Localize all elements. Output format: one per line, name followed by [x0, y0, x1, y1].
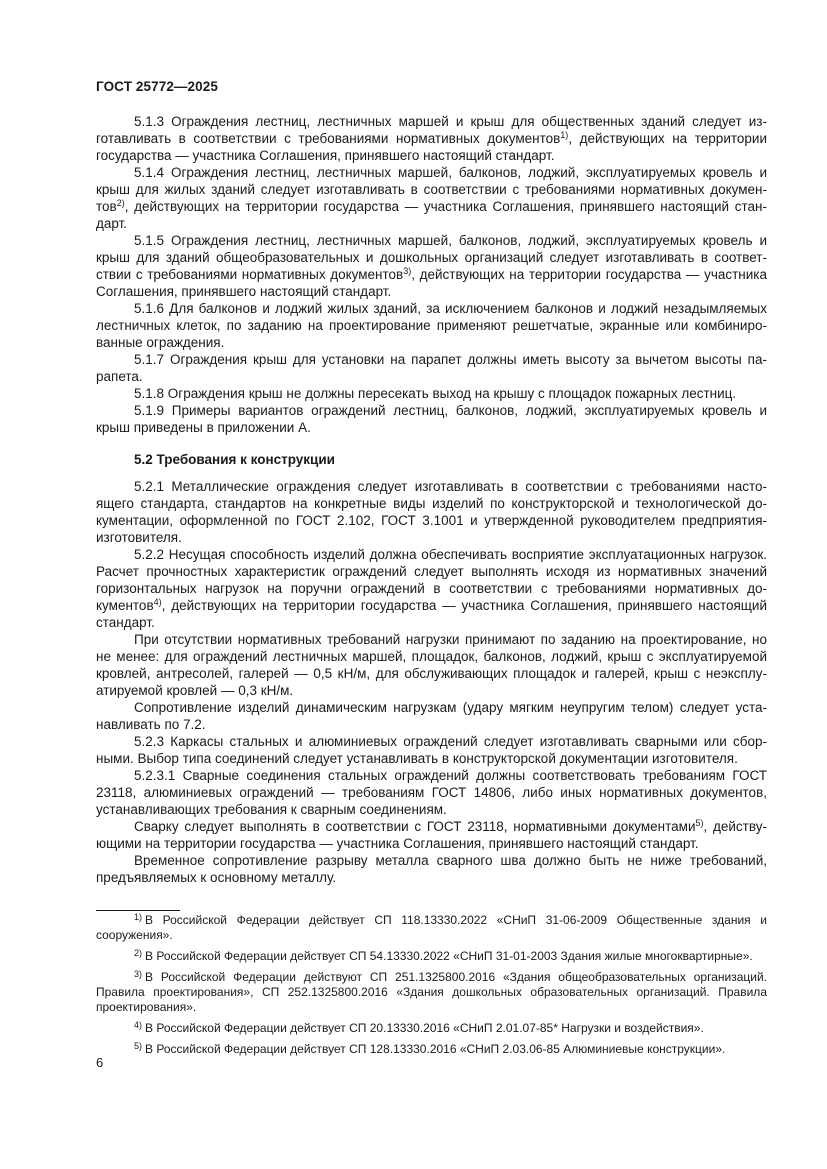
section-5-1-paragraphs	[96, 113, 767, 436]
paragraph	[96, 113, 767, 164]
footnote-reference: 4)	[153, 597, 162, 607]
document-header: ГОСТ 25772—2025	[96, 79, 218, 94]
paragraph-text: 5.2.1 Металлические ограждения следует изготавливать в соответствии с требованиями настоящего стандарта, стандартов на конкретные виды изделий по конструкторской и технологической документации, оформленной по ГОСТ 2.102, ГОСТ 3.1001 и утвержденной руководителем предприятия-изготовителя.	[96, 479, 767, 545]
footnote	[96, 1042, 767, 1057]
paragraph	[96, 351, 767, 385]
footnote-text: В Российской Федерации действует СП 128.13330.2016 «СНиП 2.03.06-85 Алюминиевые конструкции».	[145, 1042, 726, 1056]
footnote-reference: 3)	[403, 266, 412, 276]
paragraph-text: , действующими на территории государства — участника Соглашения, принявшего настоящий стандарт.	[96, 819, 767, 851]
section-heading: 5.2 Требования к конструкции	[134, 452, 335, 467]
footnote-mark: 2)	[134, 948, 143, 958]
paragraph	[96, 546, 767, 631]
footnote	[96, 1021, 767, 1036]
paragraph	[96, 699, 767, 733]
footnote-separator	[96, 910, 180, 911]
paragraph-text: 5.1.3 Ограждения лестниц, лестничных маршей и крыш для общественных зданий следует изготавливать в соответствии с требованиями нормативных документов	[96, 114, 767, 146]
paragraph	[96, 402, 767, 436]
paragraph-text: 5.1.8 Ограждения крыш не должны пересекать выход на крышу с площадок пожарных лестниц.	[134, 386, 737, 401]
footnote	[96, 913, 767, 943]
footnote	[96, 949, 767, 964]
paragraph-text: 5.2.3.1 Сварные соединения стальных ограждений должны соответствовать требованиям ГОСТ 23118, алюминиевых ограждений — требованиям ГОСТ 14806, либо иных нормативных документов, устанавливающих требования к сварным соединениям.	[96, 768, 767, 817]
paragraph-text: 5.1.4 Ограждения лестниц, лестничных маршей, балконов, лоджий, эксплуатируемых кровель и крыш для жилых зданий следует изготавливать в соответствии с требованиями нормативных документов	[96, 165, 767, 214]
paragraph-text: Сварку следует выполнять в соответствии с ГОСТ 23118, нормативными документами	[134, 819, 696, 834]
footnote-mark: 4)	[134, 1020, 143, 1030]
footnote-reference: 5)	[695, 818, 704, 828]
footnote-mark: 5)	[134, 1041, 143, 1051]
footnote-mark: 1)	[134, 912, 143, 922]
paragraph-text: , действующих на территории государства — участника Соглашения, принявшего настоящий стандарт.	[96, 267, 767, 299]
footnote	[96, 970, 767, 1015]
paragraph-text: Временное сопротивление разрыву металла сварного шва должно быть не ниже требований, предъявляемых к основному металлу.	[96, 853, 767, 885]
document-body	[96, 113, 767, 886]
paragraph-text: Сопротивление изделий динамическим нагрузкам (удару мягким неупругим телом) следует устанавливать по 7.2.	[96, 700, 767, 732]
section-5-2-paragraphs	[96, 478, 767, 886]
paragraph-text: , действующих на территории государства — участника Соглашения, принявшего настоящий стандарт.	[96, 131, 767, 163]
paragraph	[96, 631, 767, 699]
paragraph	[96, 164, 767, 232]
paragraph-text: , действующих на территории государства — участника Соглашения, принявшего настоящий стандарт.	[96, 199, 767, 231]
paragraph	[96, 733, 767, 767]
page-number: 6	[96, 1055, 104, 1070]
paragraph	[96, 767, 767, 818]
paragraph	[96, 232, 767, 300]
paragraph	[96, 385, 767, 402]
footnote-text: В Российской Федерации действуют СП 251.1325800.2016 «Здания общеобразовательных организаций. Правила проектирования», СП 252.1325800.2016 «Здания дошкольных образовательных организаций. Правила проектирования».	[96, 970, 767, 1014]
paragraph-text: 5.2.2 Несущая способность изделий должна обеспечивать восприятие эксплуатационных нагрузок. Расчет прочностных характеристик ограждений следует выполнять исходя из нормативных значений горизонтальных нагрузок на поручни ограждений в соответствии с требованиями нормативных документов	[96, 547, 767, 613]
paragraph-text: 5.2.3 Каркасы стальных и алюминиевых ограждений следует изготавливать сварными или сборными. Выбор типа соединений следует устанавливать в конструкторской документации изготовителя.	[96, 734, 767, 766]
paragraph-text: При отсутствии нормативных требований нагрузки принимают по заданию на проектирование, но не менее: для ограждений лестничных маршей, площадок, балконов, лоджий, крыш с эксплуатируемой кровлей, антресолей, галерей — 0,5 кН/м, для обслуживающих площадок и галерей, крыш с неэксплуатируемой кровлей — 0,3 кН/м.	[96, 632, 767, 698]
paragraph-text: 5.1.9 Примеры вариантов ограждений лестниц, балконов, лоджий, эксплуатируемых кровель и крыш приведены в приложении А.	[96, 403, 767, 435]
paragraph	[96, 300, 767, 351]
paragraph-text: 5.1.7 Ограждения крыш для установки на парапет должны иметь высоту за вычетом высоты парапета.	[96, 352, 767, 384]
paragraph	[96, 852, 767, 886]
footnote-text: В Российской Федерации действует СП 20.13330.2016 «СНиП 2.01.07-85* Нагрузки и воздействия».	[145, 1021, 704, 1035]
paragraph-text: 5.1.5 Ограждения лестниц, лестничных маршей, балконов, лоджий, эксплуатируемых кровель и крыш для зданий общеобразовательных и дошкольных организаций следует изготавливать в соответствии с требованиями нормативных документов	[96, 233, 767, 282]
paragraph-text: , действующих на территории государства — участника Соглашения, принявшего настоящий стандарт.	[96, 598, 767, 630]
footnote-reference: 2)	[116, 198, 125, 208]
footnote-mark: 3)	[134, 969, 143, 979]
paragraph	[96, 478, 767, 546]
paragraph	[96, 818, 767, 852]
footnotes	[96, 913, 767, 1063]
footnote-text: В Российской Федерации действует СП 54.13330.2022 «СНиП 31-01-2003 Здания жилые многоквартирные».	[145, 949, 753, 963]
footnote-text: В Российской Федерации действует СП 118.13330.2022 «СНиП 31-06-2009 Общественные здания и сооружения».	[96, 913, 767, 942]
paragraph-text: 5.1.6 Для балконов и лоджий жилых зданий, за исключением балконов и лоджий незадымляемых лестничных клеток, по заданию на проектирование применяют решетчатые, экранные или комбинированные ограждения.	[96, 301, 767, 350]
footnote-reference: 1)	[560, 130, 569, 140]
